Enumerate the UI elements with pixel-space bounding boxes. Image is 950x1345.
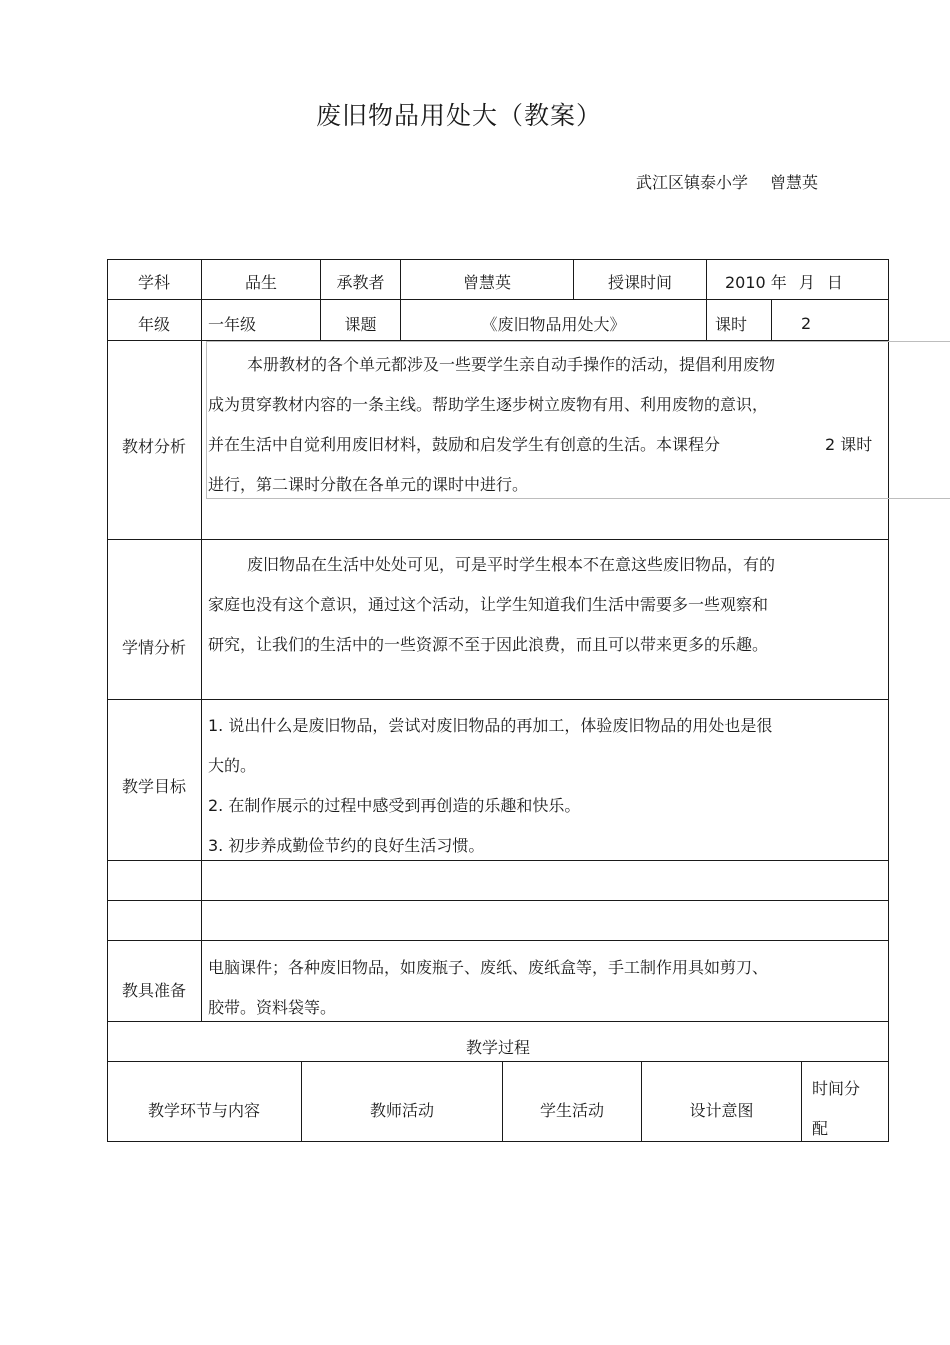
time-month: 月 bbox=[798, 272, 815, 292]
time-header-line: 配 bbox=[812, 1119, 829, 1138]
author-line bbox=[636, 170, 818, 193]
paragraph-line bbox=[208, 425, 884, 465]
grade-value: 一年级 bbox=[208, 314, 257, 334]
topic-value: 《废旧物品用处大》 bbox=[481, 314, 626, 334]
tools-line: 电脑课件；各种废旧物品，如废瓶子、废纸、废纸盒等，手工制作用具如剪刀、 bbox=[208, 958, 769, 977]
time-header-line: 时间分 bbox=[812, 1079, 861, 1098]
teaching-tools-text bbox=[208, 948, 884, 1028]
student-analysis-label: 学情分析 bbox=[121, 637, 186, 657]
row-divider bbox=[107, 539, 889, 540]
paragraph-line: 废旧物品在生活中处处可见，可是平时学生根本不在意这些废旧物品，有的 bbox=[247, 555, 776, 574]
teacher-value: 曾慧英 bbox=[462, 272, 511, 292]
teaching-goals-label: 教学目标 bbox=[121, 776, 186, 796]
page-title: 废旧物品用处大（教案） bbox=[316, 101, 603, 130]
teaching-goals-text bbox=[208, 706, 884, 866]
author-school: 武江区镇泰小学 bbox=[636, 173, 749, 192]
teaching-tools-label: 教具准备 bbox=[121, 980, 186, 1000]
textbook-analysis-label: 教材分析 bbox=[121, 436, 186, 456]
column-divider bbox=[201, 259, 202, 1022]
column-divider bbox=[801, 1061, 802, 1142]
column-divider bbox=[706, 259, 707, 300]
paragraph-line: 进行，第二课时分散在各单元的课时中进行。 bbox=[208, 475, 529, 494]
process-column-header: 教学环节与内容 bbox=[147, 1101, 260, 1120]
period-label: 课时 bbox=[715, 314, 748, 334]
goal-line: 大的。 bbox=[208, 756, 257, 775]
time-year: 2010 年 bbox=[725, 272, 787, 292]
lesson-plan-table bbox=[107, 259, 889, 1142]
subject-value: 品生 bbox=[244, 272, 277, 292]
grade-label: 年级 bbox=[137, 314, 170, 334]
student-analysis-text bbox=[208, 545, 884, 665]
paragraph-line: 家庭也没有这个意识，通过这个活动，让学生知道我们生活中需要多一些观察和 bbox=[208, 595, 769, 614]
process-column-header-time bbox=[812, 1069, 887, 1149]
time-label: 授课时间 bbox=[607, 272, 672, 292]
column-divider bbox=[706, 299, 707, 340]
goal-line: 3. 初步养成勤俭节约的良好生活习惯。 bbox=[208, 836, 485, 855]
row-divider bbox=[107, 940, 889, 941]
time-day: 日 bbox=[826, 272, 843, 292]
paragraph-line-tail: 2 课时 bbox=[825, 435, 873, 454]
topic-label: 课题 bbox=[344, 314, 377, 334]
period-value: 2 bbox=[801, 313, 812, 333]
time-value bbox=[725, 259, 887, 303]
process-heading: 教学过程 bbox=[465, 1037, 530, 1057]
textbook-analysis-text bbox=[208, 345, 884, 505]
teacher-label: 承教者 bbox=[336, 272, 385, 292]
tools-line: 胶带。资料袋等。 bbox=[208, 998, 337, 1017]
paragraph-line: 成为贯穿教材内容的一条主线。帮助学生逐步树立废物有用、利用废物的意识， bbox=[208, 395, 769, 414]
goal-line: 2. 在制作展示的过程中感受到再创造的乐趣和快乐。 bbox=[208, 796, 581, 815]
process-column-header: 教师活动 bbox=[369, 1101, 434, 1120]
row-divider bbox=[107, 699, 889, 700]
paragraph-line: 研究，让我们的生活中的一些资源不至于因此浪费，而且可以带来更多的乐趣。 bbox=[208, 635, 769, 654]
paragraph-line: 本册教材的各个单元都涉及一些要学生亲自动手操作的活动，提倡利用废物 bbox=[247, 355, 776, 374]
process-column-header: 设计意图 bbox=[689, 1101, 754, 1120]
row-divider bbox=[107, 900, 889, 901]
subject-label: 学科 bbox=[137, 272, 170, 292]
column-divider bbox=[771, 299, 772, 340]
goal-line: 1. 说出什么是废旧物品，尝试对废旧物品的再加工，体验废旧物品的用处也是很 bbox=[208, 716, 773, 735]
process-column-header: 学生活动 bbox=[539, 1101, 604, 1120]
author-name: 曾慧英 bbox=[770, 173, 819, 192]
paragraph-line-text: 并在生活中自觉利用废旧材料，鼓励和启发学生有创意的生活。本课程分 bbox=[208, 435, 721, 454]
